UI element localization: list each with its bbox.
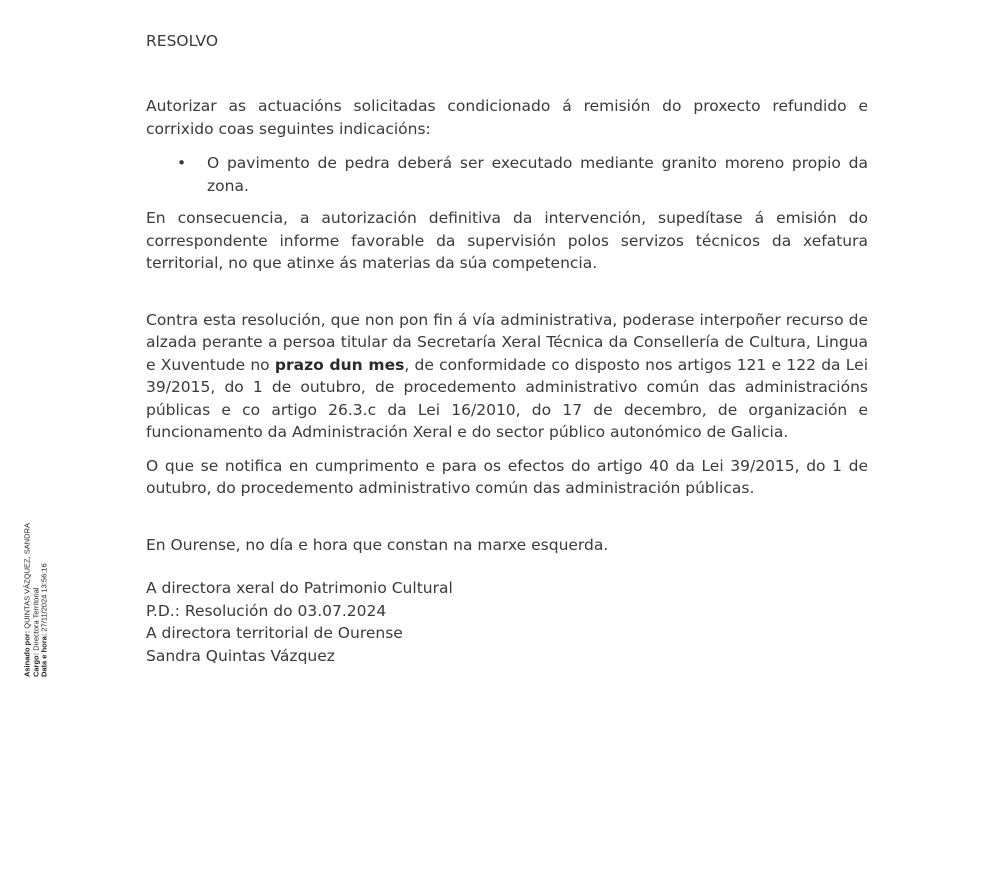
conditions-list <box>146 152 868 197</box>
signature-block <box>146 577 868 667</box>
stamp-signed-label: Asinado por: <box>22 630 32 678</box>
notification-paragraph: O que se notifica en cumprimento e para os efectos do artigo 40 da Lei 39/2015, do 1 de outubro, do procedemento administrativo común das administración públicas. <box>146 456 868 497</box>
signature-line-3: A directora territorial de Ourense <box>146 624 403 642</box>
appeal-text-start: Contra esta resolución, que non pon fin á vía administrativa, poderase interpoñer recurso de alzada perante a persoa titular da Secretaría Xeral Técnica da Consellería de Cultura, Lingua e Xuventude no <box>146 310 868 374</box>
appeal-paragraph <box>146 309 868 444</box>
stamp-role-value: Directora Territorial <box>30 587 40 651</box>
signature-line-1: A directora xeral do Patrimonio Cultural <box>146 579 453 597</box>
appeal-deadline: prazo dun mes <box>274 355 405 374</box>
stamp-date-value: 27/11/2024 13:56:16 <box>39 563 49 632</box>
resolution-heading: RESOLVO <box>146 32 219 50</box>
appeal-text-end: , de conformidade co disposto nos artigos 121 e 122 da Lei 39/2015, do 1 de outubro, de procedemento administrativo común das administracións públicas e co artigo 26.3.c da Lei 16/2010, do 17 de decembro, de organización e funcionamento da Administración Xeral e do sector público autonómico de Galicia. <box>146 355 869 441</box>
stamp-signed-value: QUINTAS VÁZQUEZ, SANDRA <box>22 522 32 629</box>
bullet-icon: • <box>177 154 187 172</box>
authorization-paragraph: Autorizar as actuacións solicitadas condicionado á remisión do proxecto refundido e corrixido coas seguintes indicacións: <box>146 97 868 138</box>
stamp-role-label: Cargo: <box>30 652 40 678</box>
digital-signature-stamp <box>23 523 49 677</box>
stamp-date <box>40 523 49 677</box>
stamp-date-label: Data e hora: <box>39 633 49 678</box>
condition-text: O pavimento de pedra deberá ser executado mediante granito moreno propio da zona. <box>207 154 868 195</box>
signatory-name: Sandra Quintas Vázquez <box>146 646 335 665</box>
signature-line-2: P.D.: Resolución do 03.07.2024 <box>146 601 387 620</box>
consequence-paragraph: En consecuencia, a autorización definitiva da intervención, supedítase á emisión do correspondente informe favorable da supervisión polos servizos técnicos da xefatura territorial, no que atinxe ás materias da súa competencia. <box>146 209 868 272</box>
place-paragraph: En Ourense, no día e hora que constan na marxe esquerda. <box>146 535 609 554</box>
list-item <box>146 152 868 197</box>
document-page <box>146 30 868 667</box>
